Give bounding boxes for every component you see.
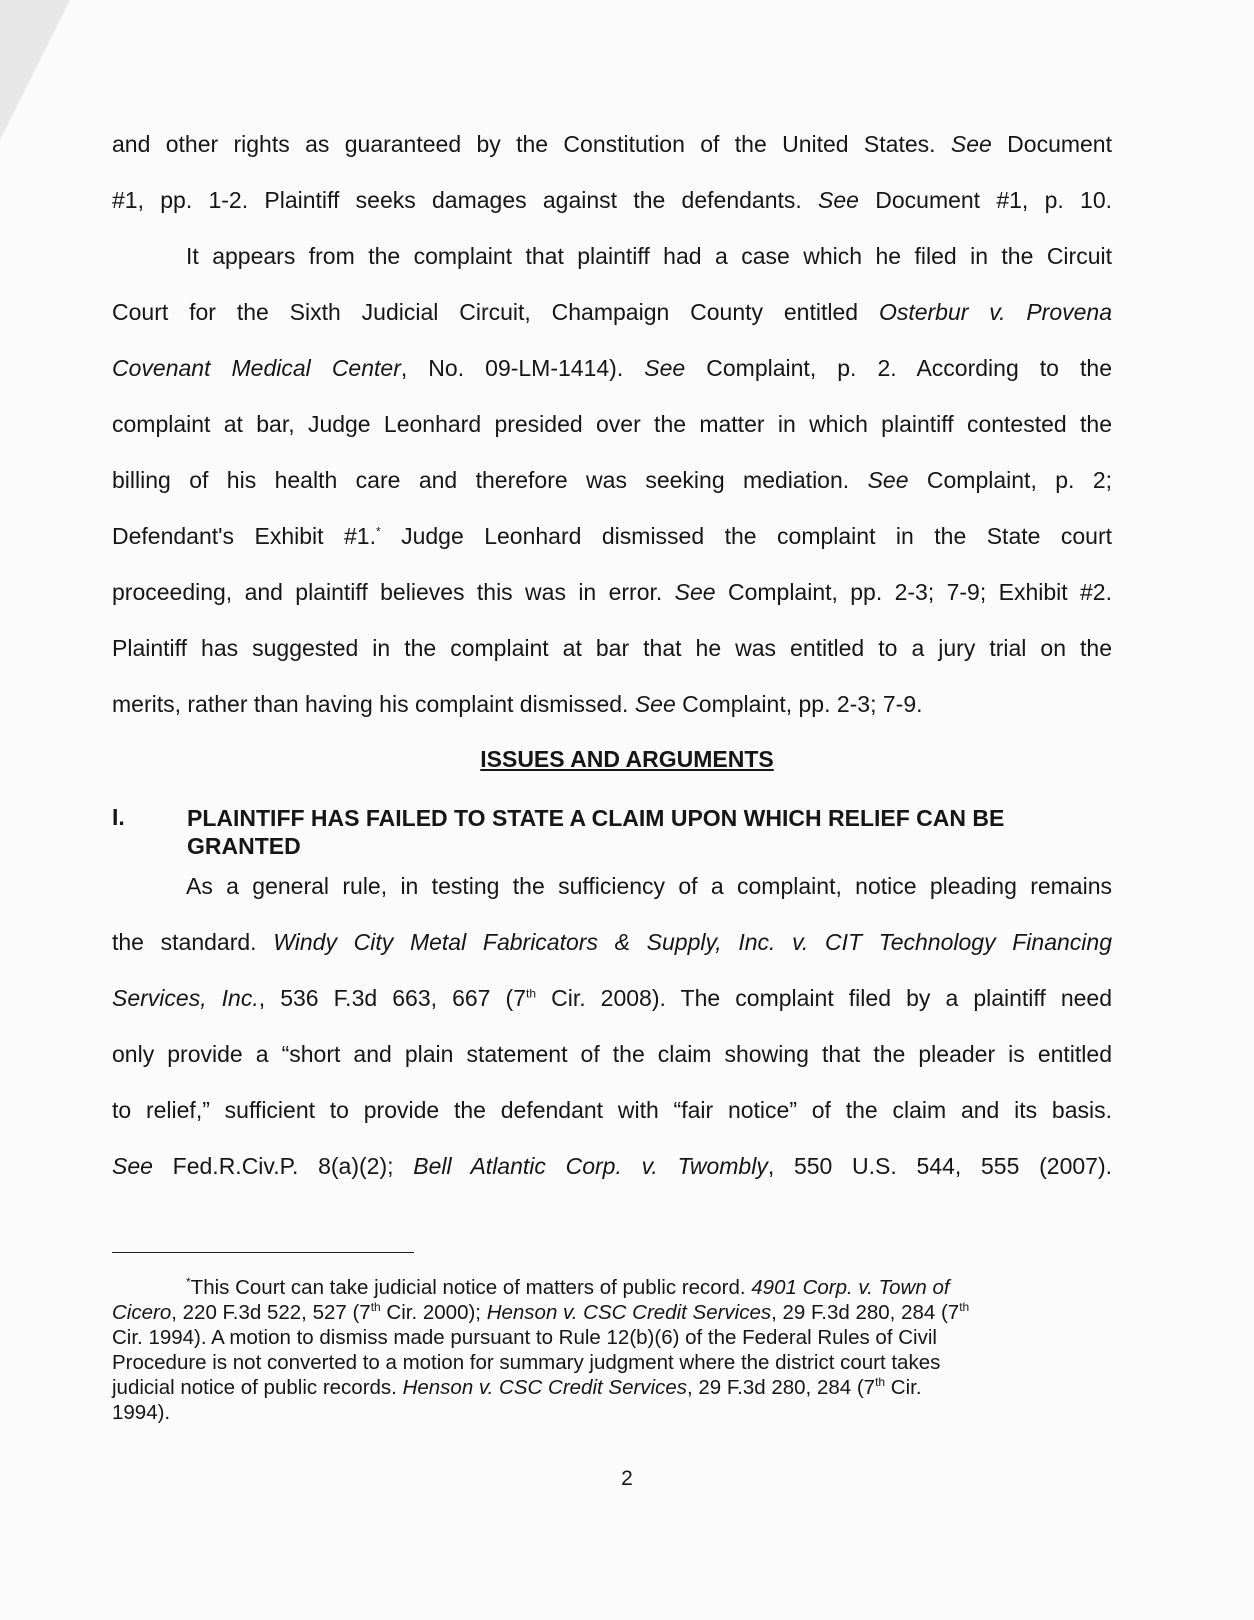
body-line (112, 466, 1112, 494)
text-run: Complaint, pp. 2-3; 7-9; Exhibit #2. (715, 579, 1112, 605)
superscript-text: th (370, 1300, 381, 1315)
text-run: Complaint, p. 2; (908, 467, 1113, 493)
body-line (112, 298, 1112, 326)
italic-text: See (112, 1153, 153, 1179)
body-line (112, 578, 1112, 606)
text-run: to relief,” sufficient to provide the defendant with “fair notice” of the claim and its basis. (112, 1097, 1112, 1123)
italic-text: Windy City Metal Fabricators & Supply, Inc. v. CIT Technology Financing (273, 929, 1112, 955)
text-run: Cir. 2000); (380, 1301, 487, 1324)
italic-text: Bell Atlantic Corp. v. Twombly (413, 1153, 768, 1179)
italic-text: Services, Inc. (112, 985, 259, 1011)
text-run: Procedure is not converted to a motion for summary judgment where the district court takes (112, 1351, 941, 1374)
text-run: This Court can take judicial notice of matters of public record. (190, 1276, 752, 1299)
body-line (112, 634, 1112, 662)
footnote-line (112, 1326, 1072, 1350)
text-run: Cir. 1994). A motion to dismiss made pursuant to Rule 12(b)(6) of the Federal Rules of Civil (112, 1326, 937, 1349)
italic-text: Osterbur v. Provena (878, 299, 1112, 325)
text-run: , 29 F.3d 280, 284 (7 (771, 1301, 960, 1324)
italic-text: See (818, 187, 859, 213)
italic-text: See (950, 131, 992, 157)
body-line (112, 186, 1112, 214)
italic-text: Covenant Medical Center (112, 355, 401, 381)
text-run: Complaint, pp. 2-3; 7-9. (675, 691, 923, 717)
superscript-text: th (526, 986, 537, 1001)
body-line (186, 242, 1112, 270)
footnote-line (112, 1351, 1072, 1375)
italic-text: Henson v. CSC Credit Services (402, 1376, 688, 1399)
footnote-line (186, 1276, 1072, 1300)
text-run: , 29 F.3d 280, 284 (7 (687, 1376, 876, 1399)
body-line (112, 984, 1112, 1012)
text-run: Defendant's Exhibit #1. (112, 523, 376, 549)
page-corner-fold (0, 0, 70, 140)
body-line (112, 410, 1112, 438)
text-run: the standard. (112, 929, 274, 955)
page-number: 2 (621, 1467, 633, 1490)
italic-text: See (867, 467, 909, 493)
text-run: , 220 F.3d 522, 527 (7 (171, 1301, 371, 1324)
text-run: Cir. (885, 1376, 922, 1399)
italic-text: See (634, 691, 676, 717)
text-run: Plaintiff has suggested in the complaint at bar that he was entitled to a jury trial on the (112, 635, 1112, 661)
text-run: Document #1, p. 10. (858, 187, 1113, 213)
footnote-line (112, 1301, 1072, 1325)
italic-text: See (674, 579, 716, 605)
body-line (112, 928, 1112, 956)
text-run: proceeding, and plaintiff believes this was in error. (112, 579, 675, 605)
superscript-text: th (959, 1300, 970, 1315)
text-run: , 550 U.S. 544, 555 (2007). (767, 1153, 1113, 1179)
body-line (112, 1096, 1112, 1124)
section-number: I. (112, 804, 125, 830)
section-heading: ISSUES AND ARGUMENTS (480, 746, 774, 772)
text-run: Cir. 2008). The complaint filed by a plaintiff need (536, 985, 1113, 1011)
body-line (112, 354, 1112, 382)
body-line (112, 690, 1112, 718)
text-run: complaint at bar, Judge Leonhard presided over the matter in which plaintiff contested the (112, 411, 1112, 437)
body-line (112, 1152, 1112, 1180)
italic-text: See (644, 355, 686, 381)
text-run: It appears from the complaint that plaintiff had a case which he filed in the Circuit (186, 243, 1112, 269)
body-line (112, 130, 1112, 158)
text-run: #1, pp. 1-2. Plaintiff seeks damages against the defendants. (112, 187, 819, 213)
italic-text: Henson v. CSC Credit Services (486, 1301, 772, 1324)
text-run: and other rights as guaranteed by the Constitution of the United States. (112, 131, 951, 157)
text-run: billing of his health care and therefore was seeking mediation. (112, 467, 868, 493)
body-line (112, 1040, 1112, 1068)
italic-text: Cicero (112, 1301, 172, 1324)
text-run: As a general rule, in testing the sufficiency of a complaint, notice pleading remains (186, 873, 1112, 899)
text-run: Court for the Sixth Judicial Circuit, Champaign County entitled (112, 299, 879, 325)
superscript-text: th (875, 1375, 886, 1390)
body-line (186, 872, 1112, 900)
superscript-text: * (186, 1275, 191, 1290)
body-line (112, 522, 1112, 550)
text-run: 1994). (112, 1401, 171, 1424)
text-run: , 536 F.3d 663, 667 (7 (258, 985, 526, 1011)
section-title: PLAINTIFF HAS FAILED TO STATE A CLAIM UPON WHICH RELIEF CAN BE GRANTED (187, 805, 1005, 859)
text-run: merits, rather than having his complaint dismissed. (112, 691, 635, 717)
footnote-line (112, 1376, 1072, 1400)
text-run: only provide a “short and plain statement of the claim showing that the pleader is entitled (112, 1041, 1112, 1067)
text-run: , No. 09-LM-1414). (400, 355, 645, 381)
italic-text: 4901 Corp. v. Town of (751, 1276, 950, 1299)
text-run: Document (991, 131, 1112, 157)
footnote-line (112, 1401, 1072, 1425)
text-run: Judge Leonhard dismissed the complaint in the State court (380, 523, 1113, 549)
superscript-text: * (375, 524, 381, 539)
text-run: judicial notice of public records. (112, 1376, 403, 1399)
text-run: Complaint, p. 2. According to the (685, 355, 1112, 381)
text-run: Fed.R.Civ.P. 8(a)(2); (152, 1153, 414, 1179)
footnote-separator (112, 1252, 414, 1253)
